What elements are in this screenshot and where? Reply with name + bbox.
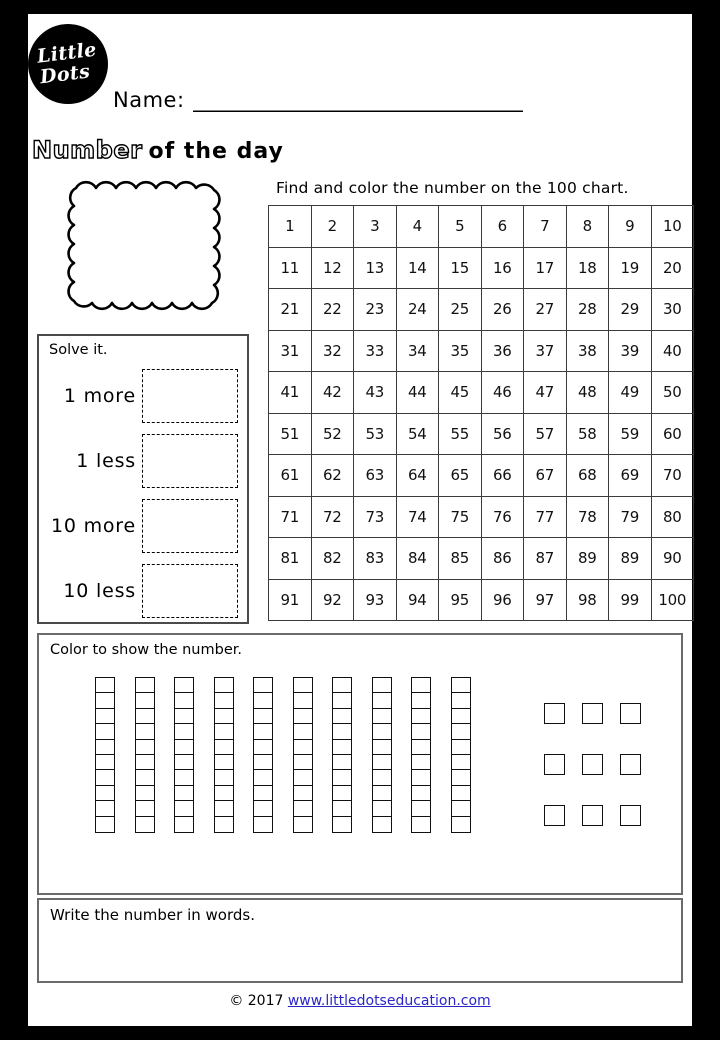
- hundred-chart-cell[interactable]: 39: [609, 330, 652, 372]
- base-ten-rod[interactable]: [372, 677, 392, 831]
- hundred-chart-row: [269, 538, 694, 580]
- hundred-chart-cell[interactable]: 23: [354, 289, 397, 331]
- hundred-chart-cell[interactable]: 37: [524, 330, 567, 372]
- hundred-chart-cell[interactable]: 7: [524, 206, 567, 248]
- solve-it-rows: [39, 363, 247, 623]
- hundred-chart-cell[interactable]: 21: [269, 289, 312, 331]
- hundred-chart-cell[interactable]: 72: [311, 496, 354, 538]
- hundred-chart-cell[interactable]: 35: [439, 330, 482, 372]
- hundred-chart-row: [269, 413, 694, 455]
- hundred-chart-cell[interactable]: 69: [609, 455, 652, 497]
- base-ten-unit-cell[interactable]: [582, 703, 603, 724]
- hundred-chart-cell[interactable]: 42: [311, 372, 354, 414]
- hundred-chart-cell[interactable]: 49: [609, 372, 652, 414]
- solve-it-label: 10 more: [50, 514, 136, 537]
- solve-it-row: [39, 428, 247, 493]
- hundred-chart-row: [269, 455, 694, 497]
- hundred-chart-cell[interactable]: 81: [269, 538, 312, 580]
- solve-it-label: 1 less: [76, 449, 136, 472]
- hundred-chart-cell[interactable]: 20: [651, 247, 694, 289]
- hundred-chart-cell[interactable]: 97: [524, 579, 567, 621]
- hundred-chart-cell[interactable]: 82: [311, 538, 354, 580]
- hundred-chart-cell[interactable]: 80: [651, 496, 694, 538]
- hundred-chart-cell[interactable]: 30: [651, 289, 694, 331]
- hundred-chart-cell[interactable]: 54: [396, 413, 439, 455]
- hundred-chart-cell[interactable]: 38: [566, 330, 609, 372]
- hundred-chart-cell[interactable]: 26: [481, 289, 524, 331]
- base-ten-rod[interactable]: [411, 677, 431, 831]
- base-ten-rods[interactable]: [95, 677, 471, 831]
- base-ten-rod-cell[interactable]: [174, 816, 194, 833]
- solve-it-row: [39, 363, 247, 428]
- hundred-chart-cell[interactable]: 22: [311, 289, 354, 331]
- hundred-chart-row: [269, 206, 694, 248]
- little-dots-logo: [28, 24, 108, 104]
- hundred-chart-cell[interactable]: 74: [396, 496, 439, 538]
- hundred-chart-cell[interactable]: 56: [481, 413, 524, 455]
- hundred-chart-cell[interactable]: 5: [439, 206, 482, 248]
- hundred-chart-cell[interactable]: 57: [524, 413, 567, 455]
- hundred-chart-cell[interactable]: 43: [354, 372, 397, 414]
- write-in-words-title: Write the number in words.: [50, 906, 255, 924]
- solve-it-title: Solve it.: [49, 342, 108, 358]
- hundred-chart-row: [269, 247, 694, 289]
- hundred-chart-cell[interactable]: 70: [651, 455, 694, 497]
- solve-it-label: 1 more: [63, 384, 136, 407]
- hundred-chart-cell[interactable]: 77: [524, 496, 567, 538]
- base-ten-unit-cell[interactable]: [620, 703, 641, 724]
- base-ten-rod-cell[interactable]: [293, 816, 313, 833]
- base-ten-rod[interactable]: [174, 677, 194, 831]
- base-ten-unit-cell[interactable]: [582, 754, 603, 775]
- hundred-chart-cell[interactable]: 15: [439, 247, 482, 289]
- base-ten-unit-cell[interactable]: [620, 805, 641, 826]
- hundred-chart-cell[interactable]: 27: [524, 289, 567, 331]
- hundred-chart-cell[interactable]: 4: [396, 206, 439, 248]
- hundred-chart-cell[interactable]: 94: [396, 579, 439, 621]
- hundred-chart-cell[interactable]: 86: [481, 538, 524, 580]
- hundred-chart-cell[interactable]: 17: [524, 247, 567, 289]
- hundred-chart-cell[interactable]: 89: [609, 538, 652, 580]
- hundred-chart-cell[interactable]: 45: [439, 372, 482, 414]
- hundred-chart-cell[interactable]: 83: [354, 538, 397, 580]
- base-ten-unit-cell[interactable]: [544, 805, 565, 826]
- base-ten-rod[interactable]: [253, 677, 273, 831]
- name-row: [113, 88, 673, 118]
- hundred-chart-cell[interactable]: 29: [609, 289, 652, 331]
- base-ten-rod-cell[interactable]: [253, 816, 273, 833]
- hundred-chart-cell[interactable]: 48: [566, 372, 609, 414]
- solve-it-box: [37, 334, 249, 624]
- hundred-chart-cell[interactable]: 98: [566, 579, 609, 621]
- hundred-chart-cell[interactable]: 32: [311, 330, 354, 372]
- hundred-chart-cell[interactable]: 66: [481, 455, 524, 497]
- solve-it-answer-field[interactable]: [142, 499, 238, 553]
- hundred-chart-cell[interactable]: 87: [524, 538, 567, 580]
- hundred-chart-cell[interactable]: 33: [354, 330, 397, 372]
- hundred-chart-row: [269, 496, 694, 538]
- hundred-chart-cell[interactable]: 40: [651, 330, 694, 372]
- hundred-chart-cell[interactable]: 99: [609, 579, 652, 621]
- solve-it-answer-field[interactable]: [142, 564, 238, 618]
- solve-it-answer-field[interactable]: [142, 369, 238, 423]
- hundred-chart-cell[interactable]: 73: [354, 496, 397, 538]
- hundred-chart-cell[interactable]: 92: [311, 579, 354, 621]
- hundred-chart-cell[interactable]: 67: [524, 455, 567, 497]
- hundred-chart-cell[interactable]: 14: [396, 247, 439, 289]
- base-ten-rod-cell[interactable]: [214, 816, 234, 833]
- hundred-chart-cell[interactable]: 51: [269, 413, 312, 455]
- hundred-chart-cell[interactable]: 2: [311, 206, 354, 248]
- base-ten-unit-cell[interactable]: [544, 703, 565, 724]
- hundred-chart-cell[interactable]: 89: [566, 538, 609, 580]
- hundred-chart-cell[interactable]: 12: [311, 247, 354, 289]
- base-ten-units[interactable]: [544, 703, 658, 856]
- base-ten-rod-cell[interactable]: [332, 816, 352, 833]
- base-ten-rod-cell[interactable]: [372, 816, 392, 833]
- logo-line-2: Dots: [38, 60, 92, 89]
- base-ten-unit-cell[interactable]: [582, 805, 603, 826]
- hundred-chart-row: [269, 579, 694, 621]
- hundred-chart-cell[interactable]: 52: [311, 413, 354, 455]
- hundred-chart-cell[interactable]: 84: [396, 538, 439, 580]
- hundred-chart-cell[interactable]: 68: [566, 455, 609, 497]
- hundred-chart-cell[interactable]: 11: [269, 247, 312, 289]
- base-ten-rod-cell[interactable]: [411, 816, 431, 833]
- hundred-chart-cell[interactable]: 64: [396, 455, 439, 497]
- hundred-chart-cell[interactable]: 1: [269, 206, 312, 248]
- hundred-chart-cell[interactable]: 85: [439, 538, 482, 580]
- base-ten-rod-cell[interactable]: [135, 816, 155, 833]
- hundred-chart-cell[interactable]: 55: [439, 413, 482, 455]
- hundred-chart-cell[interactable]: 9: [609, 206, 652, 248]
- hundred-chart-cell[interactable]: 91: [269, 579, 312, 621]
- hundred-chart-cell[interactable]: 90: [651, 538, 694, 580]
- hundred-chart-cell[interactable]: 24: [396, 289, 439, 331]
- solve-it-answer-field[interactable]: [142, 434, 238, 488]
- hundred-chart-cell[interactable]: 65: [439, 455, 482, 497]
- base-ten-unit-cell[interactable]: [620, 754, 641, 775]
- color-to-show-box: [37, 633, 683, 895]
- hundred-chart-cell[interactable]: 25: [439, 289, 482, 331]
- hundred-chart-cell[interactable]: 59: [609, 413, 652, 455]
- hundred-chart-cell[interactable]: 16: [481, 247, 524, 289]
- hundred-chart-cell[interactable]: 28: [566, 289, 609, 331]
- base-ten-rod[interactable]: [135, 677, 155, 831]
- hundred-chart-cell[interactable]: 3: [354, 206, 397, 248]
- hundred-chart-cell[interactable]: 79: [609, 496, 652, 538]
- hundred-chart-row: [269, 372, 694, 414]
- hundred-chart-cell[interactable]: 58: [566, 413, 609, 455]
- solve-it-label: 10 less: [63, 579, 136, 602]
- hundred-chart-cell[interactable]: 60: [651, 413, 694, 455]
- hundred-chart-cell[interactable]: 10: [651, 206, 694, 248]
- hundred-chart-cell[interactable]: 18: [566, 247, 609, 289]
- color-to-show-title: Color to show the number.: [50, 642, 242, 658]
- hundred-chart-cell[interactable]: 96: [481, 579, 524, 621]
- title-outline-word: Number: [32, 136, 143, 164]
- hundred-chart-cell[interactable]: 62: [311, 455, 354, 497]
- scalloped-frame-icon: [58, 166, 233, 331]
- hundred-chart-cell[interactable]: 13: [354, 247, 397, 289]
- footer-copyright: © 2017: [229, 993, 288, 1009]
- hundred-chart-table[interactable]: [268, 205, 694, 621]
- hundred-chart-instruction: Find and color the number on the 100 chart.: [276, 179, 629, 197]
- base-ten-rod[interactable]: [451, 677, 471, 831]
- hundred-chart-cell[interactable]: 76: [481, 496, 524, 538]
- hundred-chart-cell[interactable]: 95: [439, 579, 482, 621]
- hundred-chart-cell[interactable]: 100: [651, 579, 694, 621]
- logo-line-1: Little: [35, 38, 98, 68]
- base-ten-rod[interactable]: [95, 677, 115, 831]
- hundred-chart-cell[interactable]: 71: [269, 496, 312, 538]
- hundred-chart-cell[interactable]: 8: [566, 206, 609, 248]
- hundred-chart-cell[interactable]: 31: [269, 330, 312, 372]
- base-ten-rod[interactable]: [214, 677, 234, 831]
- footer-website-link[interactable]: www.littledotseducation.com: [287, 993, 491, 1009]
- hundred-chart-cell[interactable]: 61: [269, 455, 312, 497]
- title-rest: of the day: [148, 139, 284, 164]
- hundred-chart-cell[interactable]: 34: [396, 330, 439, 372]
- base-ten-rod[interactable]: [293, 677, 313, 831]
- hundred-chart-cell[interactable]: 36: [481, 330, 524, 372]
- solve-it-row: [39, 493, 247, 558]
- hundred-chart-cell[interactable]: 53: [354, 413, 397, 455]
- base-ten-rod[interactable]: [332, 677, 352, 831]
- hundred-chart-cell[interactable]: 41: [269, 372, 312, 414]
- hundred-chart-cell[interactable]: 19: [609, 247, 652, 289]
- hundred-chart-cell[interactable]: 46: [481, 372, 524, 414]
- hundred-chart-cell[interactable]: 63: [354, 455, 397, 497]
- hundred-chart-cell[interactable]: 50: [651, 372, 694, 414]
- worksheet-sheet: [28, 14, 692, 1026]
- write-in-words-box[interactable]: [37, 898, 683, 983]
- hundred-chart-cell[interactable]: 75: [439, 496, 482, 538]
- hundred-chart-row: [269, 289, 694, 331]
- hundred-chart-row: [269, 330, 694, 372]
- base-ten-rod-cell[interactable]: [95, 816, 115, 833]
- solve-it-row: [39, 558, 247, 623]
- footer: [28, 993, 692, 1009]
- name-label: Name:: [113, 88, 185, 112]
- hundred-chart-body: [269, 206, 694, 621]
- name-write-line[interactable]: _________________________________: [192, 88, 523, 112]
- hundred-chart-cell[interactable]: 47: [524, 372, 567, 414]
- hundred-chart-cell[interactable]: 44: [396, 372, 439, 414]
- base-ten-unit-cell[interactable]: [544, 754, 565, 775]
- hundred-chart-cell[interactable]: 78: [566, 496, 609, 538]
- hundred-chart-cell[interactable]: 6: [481, 206, 524, 248]
- hundred-chart-cell[interactable]: 93: [354, 579, 397, 621]
- number-of-the-day-box[interactable]: [58, 166, 233, 331]
- page-title: [32, 136, 284, 168]
- base-ten-rod-cell[interactable]: [451, 816, 471, 833]
